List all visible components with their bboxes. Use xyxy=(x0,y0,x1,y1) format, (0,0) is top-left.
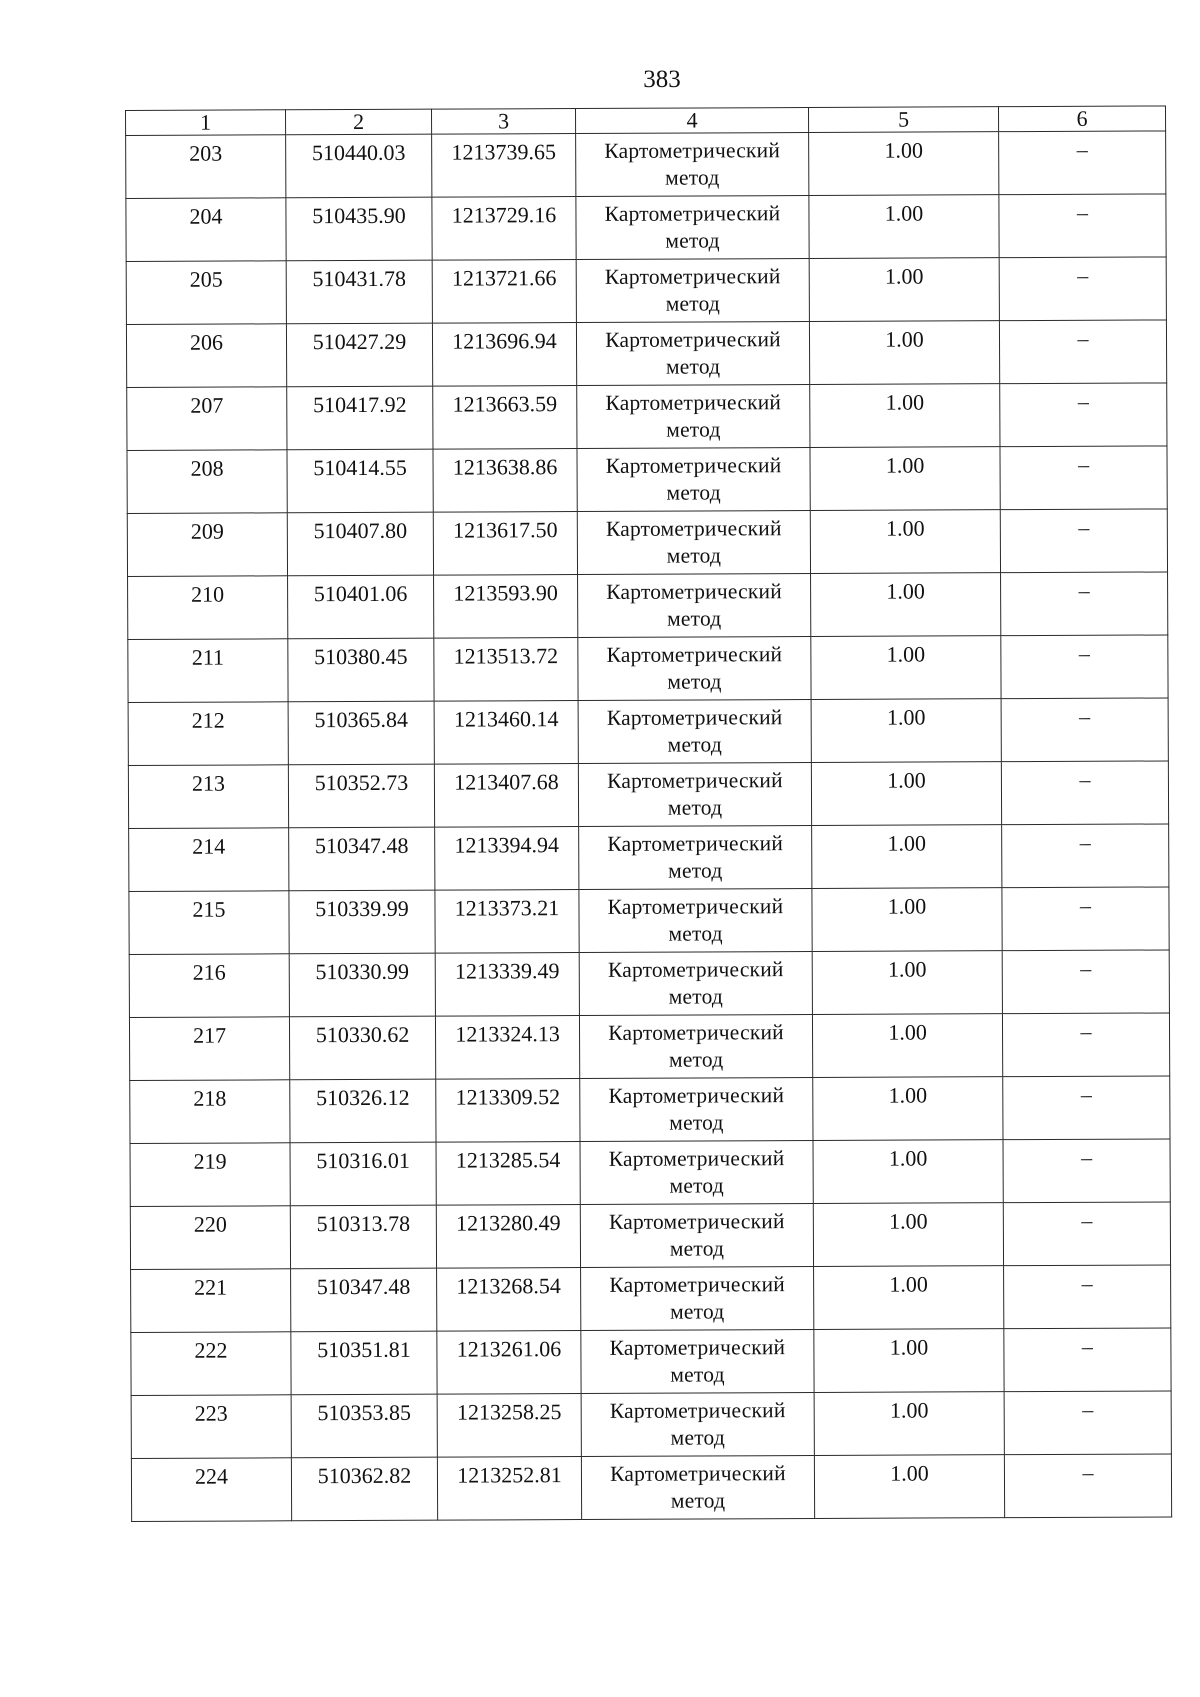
note-cell: – xyxy=(999,257,1166,321)
table-row xyxy=(126,131,1166,199)
method-cell: Картометрический метод xyxy=(579,952,812,1016)
accuracy-cell: 1.00 xyxy=(810,384,1000,448)
table-row xyxy=(131,1265,1171,1333)
method-cell: Картометрический метод xyxy=(581,1267,814,1331)
y-coordinate-cell: 1213729.16 xyxy=(432,197,576,261)
y-coordinate-cell: 1213617.50 xyxy=(433,512,577,576)
table-row xyxy=(127,509,1167,577)
note-cell: – xyxy=(999,131,1166,195)
accuracy-cell: 1.00 xyxy=(809,195,999,259)
table-row xyxy=(126,257,1166,325)
note-cell: – xyxy=(1001,572,1168,636)
method-cell: Картометрический метод xyxy=(578,700,811,764)
x-coordinate-cell: 510407.80 xyxy=(287,512,433,576)
method-cell: Картометрический метод xyxy=(581,1456,814,1520)
y-coordinate-cell: 1213460.14 xyxy=(434,701,578,765)
method-cell: Картометрический метод xyxy=(581,1330,814,1394)
point-number-cell: 222 xyxy=(131,1332,291,1396)
x-coordinate-cell: 510362.82 xyxy=(291,1457,437,1521)
x-coordinate-cell: 510351.81 xyxy=(291,1331,437,1395)
point-number-cell: 211 xyxy=(128,639,288,703)
note-cell: – xyxy=(1003,1202,1170,1266)
x-coordinate-cell: 510326.12 xyxy=(290,1079,436,1143)
method-cell: Картометрический метод xyxy=(578,763,811,827)
table-body xyxy=(126,131,1172,1522)
method-cell: Картометрический метод xyxy=(576,322,809,386)
x-coordinate-cell: 510347.48 xyxy=(289,827,435,891)
accuracy-cell: 1.00 xyxy=(811,636,1001,700)
y-coordinate-cell: 1213663.59 xyxy=(433,386,577,450)
note-cell: – xyxy=(1002,1013,1169,1077)
x-coordinate-cell: 510353.85 xyxy=(291,1394,437,1458)
table-row xyxy=(128,698,1168,766)
note-cell: – xyxy=(1001,761,1168,825)
accuracy-cell: 1.00 xyxy=(812,825,1002,889)
header-cell-4: 4 xyxy=(575,108,808,134)
y-coordinate-cell: 1213721.66 xyxy=(432,260,576,324)
x-coordinate-cell: 510365.84 xyxy=(288,701,434,765)
method-cell: Картометрический метод xyxy=(578,574,811,638)
y-coordinate-cell: 1213258.25 xyxy=(437,1394,581,1458)
header-cell-2: 2 xyxy=(286,109,432,135)
point-number-cell: 212 xyxy=(128,702,288,766)
x-coordinate-cell: 510440.03 xyxy=(286,134,432,198)
y-coordinate-cell: 1213339.49 xyxy=(435,953,579,1017)
y-coordinate-cell: 1213252.81 xyxy=(437,1457,581,1521)
x-coordinate-cell: 510313.78 xyxy=(290,1205,436,1269)
x-coordinate-cell: 510352.73 xyxy=(288,764,434,828)
point-number-cell: 206 xyxy=(126,324,286,388)
x-coordinate-cell: 510401.06 xyxy=(288,575,434,639)
method-cell: Картометрический метод xyxy=(578,637,811,701)
y-coordinate-cell: 1213309.52 xyxy=(436,1079,580,1143)
y-coordinate-cell: 1213324.13 xyxy=(435,1016,579,1080)
accuracy-cell: 1.00 xyxy=(814,1266,1004,1330)
table-row xyxy=(128,761,1168,829)
accuracy-cell: 1.00 xyxy=(813,1077,1003,1141)
accuracy-cell: 1.00 xyxy=(813,1203,1003,1267)
method-cell: Картометрический метод xyxy=(580,1141,813,1205)
table-row xyxy=(131,1328,1171,1396)
point-number-cell: 207 xyxy=(127,387,287,451)
note-cell: – xyxy=(1002,887,1169,951)
header-cell-3: 3 xyxy=(431,109,575,135)
y-coordinate-cell: 1213513.72 xyxy=(434,638,578,702)
note-cell: – xyxy=(1001,698,1168,762)
table-row xyxy=(126,194,1166,262)
note-cell: – xyxy=(1004,1391,1171,1455)
y-coordinate-cell: 1213268.54 xyxy=(437,1268,581,1332)
note-cell: – xyxy=(999,194,1166,258)
method-cell: Картометрический метод xyxy=(579,1015,812,1079)
table-row xyxy=(129,887,1169,955)
point-number-cell: 210 xyxy=(128,576,288,640)
method-cell: Картометрический метод xyxy=(577,448,810,512)
point-number-cell: 214 xyxy=(129,828,289,892)
accuracy-cell: 1.00 xyxy=(812,888,1002,952)
accuracy-cell: 1.00 xyxy=(810,510,1000,574)
point-number-cell: 218 xyxy=(130,1080,290,1144)
note-cell: – xyxy=(1002,824,1169,888)
method-cell: Картометрический метод xyxy=(579,826,812,890)
method-cell: Картометрический метод xyxy=(576,259,809,323)
point-number-cell: 213 xyxy=(128,765,288,829)
table-row xyxy=(129,824,1169,892)
note-cell: – xyxy=(1003,1076,1170,1140)
y-coordinate-cell: 1213739.65 xyxy=(432,134,576,198)
method-cell: Картометрический метод xyxy=(580,1204,813,1268)
x-coordinate-cell: 510414.55 xyxy=(287,449,433,513)
point-number-cell: 217 xyxy=(129,1017,289,1081)
method-cell: Картометрический метод xyxy=(576,133,809,197)
table-row xyxy=(127,446,1167,514)
y-coordinate-cell: 1213285.54 xyxy=(436,1142,580,1206)
accuracy-cell: 1.00 xyxy=(809,321,999,385)
x-coordinate-cell: 510347.48 xyxy=(291,1268,437,1332)
note-cell: – xyxy=(1004,1454,1171,1518)
y-coordinate-cell: 1213593.90 xyxy=(434,575,578,639)
page-number: 383 xyxy=(643,66,681,93)
x-coordinate-cell: 510316.01 xyxy=(290,1142,436,1206)
y-coordinate-cell: 1213261.06 xyxy=(437,1331,581,1395)
point-number-cell: 204 xyxy=(126,198,286,262)
y-coordinate-cell: 1213407.68 xyxy=(434,764,578,828)
accuracy-cell: 1.00 xyxy=(812,1014,1002,1078)
note-cell: – xyxy=(1004,1328,1171,1392)
table-row xyxy=(129,1013,1169,1081)
header-cell-1: 1 xyxy=(126,110,286,136)
accuracy-cell: 1.00 xyxy=(814,1329,1004,1393)
note-cell: – xyxy=(1003,1139,1170,1203)
point-number-cell: 219 xyxy=(130,1143,290,1207)
header-cell-6: 6 xyxy=(998,106,1165,132)
point-number-cell: 203 xyxy=(126,135,286,199)
accuracy-cell: 1.00 xyxy=(813,1140,1003,1204)
point-number-cell: 208 xyxy=(127,450,287,514)
y-coordinate-cell: 1213638.86 xyxy=(433,449,577,513)
accuracy-cell: 1.00 xyxy=(812,951,1002,1015)
y-coordinate-cell: 1213394.94 xyxy=(435,827,579,891)
point-number-cell: 221 xyxy=(131,1269,291,1333)
table-row xyxy=(130,1202,1170,1270)
point-number-cell: 216 xyxy=(129,954,289,1018)
point-number-cell: 209 xyxy=(127,513,287,577)
table-row xyxy=(129,950,1169,1018)
coordinates-table xyxy=(125,105,1172,1522)
x-coordinate-cell: 510427.29 xyxy=(286,323,432,387)
x-coordinate-cell: 510417.92 xyxy=(287,386,433,450)
header-cell-5: 5 xyxy=(808,107,998,133)
point-number-cell: 224 xyxy=(131,1458,291,1522)
note-cell: – xyxy=(1001,635,1168,699)
point-number-cell: 220 xyxy=(130,1206,290,1270)
y-coordinate-cell: 1213373.21 xyxy=(435,890,579,954)
point-number-cell: 223 xyxy=(131,1395,291,1459)
method-cell: Картометрический метод xyxy=(577,385,810,449)
table-row xyxy=(128,572,1168,640)
accuracy-cell: 1.00 xyxy=(811,699,1001,763)
x-coordinate-cell: 510435.90 xyxy=(286,197,432,261)
table-row xyxy=(126,320,1166,388)
point-number-cell: 205 xyxy=(126,261,286,325)
accuracy-cell: 1.00 xyxy=(814,1455,1004,1519)
method-cell: Картометрический метод xyxy=(579,889,812,953)
x-coordinate-cell: 510339.99 xyxy=(289,890,435,954)
x-coordinate-cell: 510431.78 xyxy=(286,260,432,324)
accuracy-cell: 1.00 xyxy=(809,258,999,322)
table-row xyxy=(128,635,1168,703)
note-cell: – xyxy=(1004,1265,1171,1329)
accuracy-cell: 1.00 xyxy=(814,1392,1004,1456)
note-cell: – xyxy=(999,320,1166,384)
table-row xyxy=(130,1139,1170,1207)
table-row xyxy=(131,1454,1171,1522)
y-coordinate-cell: 1213696.94 xyxy=(432,323,576,387)
note-cell: – xyxy=(1002,950,1169,1014)
accuracy-cell: 1.00 xyxy=(810,447,1000,511)
note-cell: – xyxy=(1000,383,1167,447)
table-row xyxy=(127,383,1167,451)
point-number-cell: 215 xyxy=(129,891,289,955)
method-cell: Картометрический метод xyxy=(581,1393,814,1457)
method-cell: Картометрический метод xyxy=(580,1078,813,1142)
accuracy-cell: 1.00 xyxy=(809,132,999,196)
table-row xyxy=(131,1391,1171,1459)
y-coordinate-cell: 1213280.49 xyxy=(436,1205,580,1269)
accuracy-cell: 1.00 xyxy=(811,762,1001,826)
x-coordinate-cell: 510330.99 xyxy=(289,953,435,1017)
note-cell: – xyxy=(1000,446,1167,510)
x-coordinate-cell: 510380.45 xyxy=(288,638,434,702)
x-coordinate-cell: 510330.62 xyxy=(289,1016,435,1080)
accuracy-cell: 1.00 xyxy=(811,573,1001,637)
note-cell: – xyxy=(1000,509,1167,573)
method-cell: Картометрический метод xyxy=(576,196,809,260)
table-row xyxy=(130,1076,1170,1144)
method-cell: Картометрический метод xyxy=(577,511,810,575)
